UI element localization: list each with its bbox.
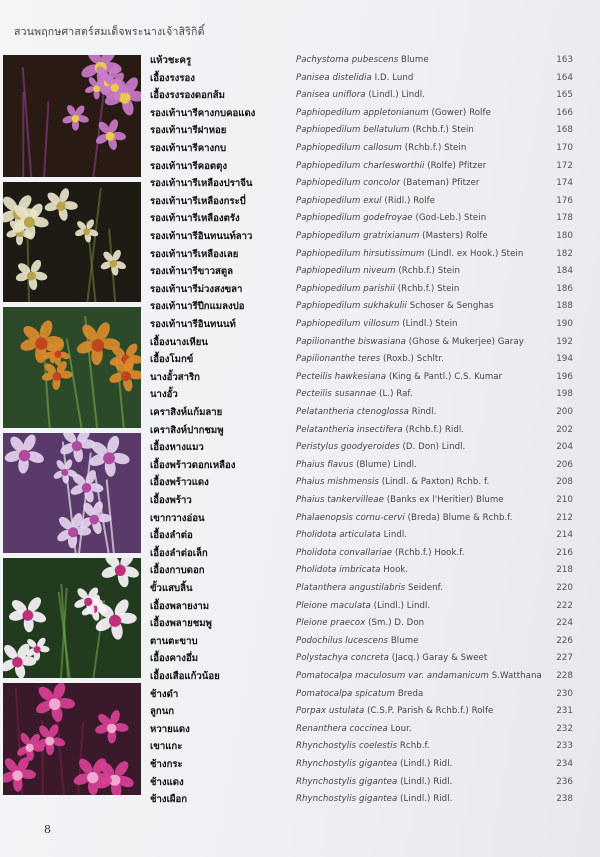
- thai-common-name: ขั้วแสบลิ้น: [150, 583, 193, 594]
- genus-species: Paphiopedilum gratrixianum: [296, 231, 420, 241]
- scientific-name: [296, 193, 435, 211]
- scientific-name: [296, 668, 542, 686]
- index-entry: [0, 140, 600, 158]
- author-citation: (Lindl.) Lindl.: [373, 600, 431, 611]
- genus-species: Polystachya concreta: [296, 653, 389, 664]
- thai-common-name: เอื้องโมกข์: [150, 354, 194, 366]
- scientific-name: [296, 492, 504, 510]
- thai-common-name: เอื้องรงรอง: [150, 72, 195, 84]
- thai-common-name: เอื้องลำต่อ: [150, 530, 193, 542]
- page-reference: 182: [556, 248, 573, 259]
- scientific-name: [296, 545, 465, 563]
- index-entry: [0, 545, 600, 563]
- thai-common-name: แห้วชะครู: [150, 55, 192, 66]
- author-citation: (Masters) Rolfe: [422, 231, 488, 241]
- page-number: 8: [44, 823, 51, 836]
- page-reference: 233: [556, 741, 573, 752]
- page-reference: 206: [556, 459, 573, 470]
- author-citation: (Lindl.) Stein: [402, 319, 458, 329]
- page-reference: 170: [556, 143, 573, 153]
- scientific-name: [296, 527, 407, 545]
- genus-species: Phalaenopsis cornu-cervi: [296, 512, 405, 523]
- author-citation: (Rchb.f.) Stein: [398, 266, 460, 277]
- scientific-name: [296, 650, 487, 668]
- index-entry: [0, 457, 600, 475]
- page-reference: 190: [556, 319, 573, 329]
- scientific-name: [296, 316, 458, 334]
- page-reference: 166: [556, 107, 573, 118]
- author-citation: (L.) Raf.: [379, 389, 413, 400]
- scientific-name: [296, 791, 452, 809]
- page-reference: 216: [556, 547, 573, 558]
- index-entry: [0, 404, 600, 422]
- author-citation: (Lindl. & Paxton) Rchb. f.: [381, 477, 490, 488]
- genus-species: Pecteilis hawkesiana: [296, 371, 387, 382]
- index-entry: [0, 703, 600, 721]
- author-citation: (Lindl.) Lindl.: [368, 90, 425, 101]
- scientific-name: [296, 105, 491, 123]
- index-entry: [0, 756, 600, 774]
- scientific-name: [296, 633, 418, 651]
- thai-common-name: รองเท้านารีฝาหอย: [150, 125, 227, 137]
- page-reference: 230: [556, 688, 573, 699]
- page-reference: 222: [556, 600, 573, 611]
- running-head: สวนพฤกษศาสตร์สมเด็จพระนางเจ้าสิริกิติ์: [14, 26, 205, 38]
- thai-common-name: เอื้องคางอึ่ม: [150, 653, 199, 665]
- genus-species: Peristylus goodyeroides: [296, 442, 400, 453]
- thai-common-name: เอื้องลำต่อเล็ก: [150, 547, 208, 559]
- index-entry: [0, 774, 600, 792]
- thai-common-name: เอื้องพร้าว: [150, 495, 192, 506]
- index-entry: [0, 510, 600, 528]
- thai-common-name: เอื้องรงรองดอกส้ม: [150, 90, 225, 102]
- genus-species: Pachystoma pubescens: [296, 55, 399, 65]
- scientific-name: [296, 457, 417, 475]
- thai-common-name: รองเท้านารีอินทนนท์: [150, 319, 236, 330]
- scientific-name: [296, 70, 413, 88]
- genus-species: Pleione maculata: [296, 600, 371, 611]
- genus-species: Paphiopedilum callosum: [296, 143, 402, 153]
- index-entry: [0, 87, 600, 105]
- author-citation: Lour.: [390, 723, 412, 734]
- page-reference: 202: [556, 424, 573, 435]
- scientific-name: [296, 298, 494, 316]
- index-entry: [0, 281, 600, 299]
- page-reference: 208: [556, 477, 573, 488]
- author-citation: (D. Don) Lindl.: [402, 442, 466, 453]
- scientific-name: [296, 351, 444, 369]
- index-entry: [0, 193, 600, 211]
- genus-species: Paphiopedilum sukhakulii: [296, 301, 407, 312]
- page-reference: 231: [556, 706, 573, 717]
- thai-common-name: เอื้องเสือแก้วน้อย: [150, 671, 220, 682]
- index-entry: [0, 422, 600, 440]
- genus-species: Pomatocalpa spicatum: [296, 688, 396, 699]
- genus-species: Paphiopedilum charlesworthii: [296, 160, 425, 171]
- page-reference: 176: [556, 195, 573, 206]
- scientific-name: [296, 510, 512, 528]
- author-citation: Rindl.: [411, 407, 437, 417]
- index-entry: [0, 298, 600, 316]
- thai-common-name: ช้างกระ: [150, 759, 183, 770]
- author-citation: Blume: [401, 55, 429, 65]
- scientific-name: [296, 175, 480, 193]
- genus-species: Pholidota imbricata: [296, 565, 381, 576]
- scientific-name: [296, 122, 474, 140]
- thai-common-name: เอื้องกาบดอก: [150, 565, 205, 577]
- genus-species: Pelatantheria insectifera: [296, 424, 403, 435]
- genus-species: Platanthera angustilabris: [296, 583, 406, 593]
- genus-species: Rhynchostylis gigantea: [296, 776, 398, 787]
- page-reference: 168: [556, 125, 573, 136]
- page-reference: 227: [556, 653, 573, 664]
- author-citation: S.Watthana: [491, 671, 542, 681]
- thai-common-name: รองเท้านารีเหลืองกระบี่: [150, 195, 246, 207]
- page-reference: 234: [556, 759, 573, 769]
- index-entry: [0, 122, 600, 140]
- author-citation: Lindl.: [383, 530, 408, 541]
- author-citation: (Ridl.) Rolfe: [384, 195, 435, 206]
- scientific-name: [296, 738, 430, 756]
- thai-common-name: นางอั้ว: [150, 389, 178, 401]
- scientific-name: [296, 598, 430, 616]
- genus-species: Phaius mishmensis: [296, 477, 379, 488]
- page-reference: 186: [556, 283, 573, 294]
- thai-common-name: รองเท้านารีเหลืองเลย: [150, 248, 239, 260]
- genus-species: Podochilus lucescens: [296, 635, 389, 646]
- thai-common-name: รองเท้านารีขาวสตูล: [150, 266, 233, 278]
- thai-common-name: หวายแดง: [150, 723, 190, 735]
- genus-species: Rhynchostylis gigantea: [296, 759, 398, 769]
- genus-species: Panisea uniflora: [296, 90, 366, 101]
- scientific-name: [296, 87, 425, 105]
- thai-common-name: ช้างเผือก: [150, 794, 188, 806]
- index-entry: [0, 105, 600, 123]
- author-citation: (Banks ex l'Heritier) Blume: [386, 495, 504, 505]
- genus-species: Papilionanthe biswasiana: [296, 336, 406, 347]
- thai-common-name: เอื้องพร้าวแดง: [150, 477, 209, 489]
- author-citation: (Jacq.) Garay & Sweet: [391, 653, 488, 664]
- author-citation: (God-Leb.) Stein: [415, 213, 487, 224]
- thai-common-name: เอื้องหางแมว: [150, 442, 204, 454]
- genus-species: Paphiopedilum bellatulum: [296, 125, 410, 136]
- page-reference: 192: [556, 336, 573, 347]
- genus-species: Paphiopedilum concolor: [296, 178, 401, 189]
- author-citation: (Bateman) Pfitzer: [403, 178, 480, 189]
- genus-species: Pelatantheria ctenoglossa: [296, 407, 409, 417]
- page-reference: 214: [556, 530, 573, 541]
- page-reference: 224: [556, 618, 573, 629]
- index-entry: [0, 650, 600, 668]
- thai-common-name: นางอั้วสาริก: [150, 371, 200, 383]
- thai-common-name: ช้างดำ: [150, 688, 179, 700]
- genus-species: Paphiopedilum parishii: [296, 283, 395, 294]
- scientific-name: [296, 369, 502, 387]
- thai-common-name: เขาแกะ: [150, 741, 183, 753]
- page-reference: 165: [556, 90, 573, 101]
- thai-common-name: เอื้องพลายชมพู: [150, 618, 212, 630]
- genus-species: Pholidota convallariae: [296, 547, 393, 558]
- author-citation: Seidenf.: [407, 583, 443, 593]
- author-citation: (King & Pantl.) C.S. Kumar: [388, 371, 503, 382]
- page-reference: 172: [556, 160, 573, 171]
- page-reference: 210: [556, 495, 573, 505]
- page-reference: 194: [556, 354, 573, 365]
- genus-species: Paphiopedilum villosum: [296, 319, 400, 329]
- genus-species: Papilionanthe teres: [296, 354, 381, 365]
- scientific-name: [296, 140, 466, 158]
- genus-species: Rhynchostylis coelestis: [296, 741, 398, 752]
- scientific-name: [296, 562, 408, 580]
- index-entry: [0, 158, 600, 176]
- index-entry: [0, 316, 600, 334]
- page-reference: 180: [556, 231, 573, 241]
- author-citation: (Lindl.) Ridl.: [400, 794, 453, 805]
- author-citation: Hook.: [383, 565, 409, 576]
- scientific-name: [296, 756, 452, 774]
- author-citation: Rchb.f.: [399, 741, 430, 752]
- page-reference: 236: [556, 776, 573, 787]
- scientific-name: [296, 52, 429, 70]
- author-citation: (Lindl.) Ridl.: [400, 776, 453, 787]
- thai-common-name: เอื้องนางเหียน: [150, 336, 208, 348]
- index-entry: [0, 386, 600, 404]
- index-entry: [0, 439, 600, 457]
- thai-common-name: เขากวางอ่อน: [150, 512, 205, 524]
- page-reference: 238: [556, 794, 573, 805]
- thai-common-name: รองเท้านารีปีกแมลงปอ: [150, 301, 245, 313]
- scientific-name: [296, 404, 436, 422]
- scientific-name: [296, 703, 493, 721]
- author-citation: (Rchb.f.) Hook.f.: [394, 547, 465, 558]
- author-citation: (Blume) Lindl.: [356, 459, 417, 470]
- index-entry: [0, 263, 600, 281]
- index-entry: [0, 686, 600, 704]
- author-citation: (Ghose & Mukerjee) Garay: [408, 336, 524, 347]
- genus-species: Phaius tankervilleae: [296, 495, 384, 505]
- scientific-name: [296, 474, 489, 492]
- index-entry: [0, 369, 600, 387]
- page-reference: 196: [556, 371, 573, 382]
- thai-common-name: ตานตะขาบ: [150, 635, 198, 647]
- page-reference: 164: [556, 72, 573, 83]
- author-citation: (C.S.P. Parish & Rchb.f.) Rolfe: [367, 706, 494, 717]
- author-citation: (Rchb.f.) Stein: [412, 125, 474, 136]
- genus-species: Paphiopedilum exul: [296, 195, 382, 206]
- author-citation: (Rchb.f.) Stein: [397, 283, 460, 294]
- genus-species: Paphiopedilum niveum: [296, 266, 396, 277]
- scientific-name: [296, 158, 486, 176]
- index-entry: [0, 598, 600, 616]
- page-reference: 184: [556, 266, 573, 277]
- page-reference: 228: [556, 671, 573, 681]
- scientific-name: [296, 774, 452, 792]
- index-entry: [0, 210, 600, 228]
- page-reference: 163: [556, 55, 573, 65]
- genus-species: Renanthera coccinea: [296, 723, 388, 734]
- page-reference: 178: [556, 213, 573, 224]
- index-entry: [0, 175, 600, 193]
- page-reference: 204: [556, 442, 573, 453]
- scientific-name: [296, 228, 488, 246]
- page-reference: 220: [556, 583, 573, 593]
- index-entry: [0, 246, 600, 264]
- page-reference: 188: [556, 301, 573, 312]
- genus-species: Paphiopedilum appletonianum: [296, 107, 429, 118]
- scientific-name: [296, 334, 524, 352]
- author-citation: (Roxb.) Schltr.: [383, 354, 444, 365]
- genus-species: Pleione praecox: [296, 618, 366, 629]
- thai-common-name: รองเท้านารีคางกบ: [150, 143, 227, 154]
- author-citation: (Lindl.) Ridl.: [400, 759, 453, 769]
- index-entry: [0, 52, 600, 70]
- page-reference: 218: [556, 565, 573, 576]
- thai-common-name: รองเท้านารีเหลืองปราจีน: [150, 178, 253, 190]
- page-reference: 212: [556, 512, 573, 523]
- author-citation: (Rchb.f.) Stein: [404, 143, 467, 153]
- scientific-name: [296, 246, 523, 264]
- genus-species: Pholidota articulata: [296, 530, 381, 541]
- index-entry: [0, 633, 600, 651]
- thai-common-name: เอื้องพร้าวดอกเหลือง: [150, 459, 236, 471]
- genus-species: Pomatocalpa maculosum var. andamanicum: [296, 671, 489, 681]
- genus-species: Pecteilis susannae: [296, 389, 377, 400]
- index-entry: [0, 580, 600, 598]
- author-citation: Breda: [397, 688, 424, 699]
- thai-common-name: ช้างแดง: [150, 776, 184, 788]
- author-citation: Blume: [390, 635, 419, 646]
- index-entry: [0, 474, 600, 492]
- author-citation: (Rolfe) Pfitzer: [427, 160, 487, 171]
- thai-common-name: เคราสิงห์ปากชมพู: [150, 424, 224, 436]
- thai-common-name: รองเท้านารีคางกบคอแดง: [150, 107, 256, 119]
- thai-common-name: เอื้องพลายงาม: [150, 600, 210, 612]
- thai-common-name: รองเท้านารีอินทนนท์ลาว: [150, 231, 253, 242]
- scientific-name: [296, 263, 460, 281]
- index-entry: [0, 70, 600, 88]
- scientific-name: [296, 210, 486, 228]
- index-entry: [0, 562, 600, 580]
- author-citation: (Breda) Blume & Rchb.f.: [407, 512, 513, 523]
- genus-species: Porpax ustulata: [296, 706, 365, 717]
- scientific-name: [296, 422, 464, 440]
- scientific-name: [296, 281, 459, 299]
- scientific-name: [296, 615, 424, 633]
- thai-common-name: ลูกนก: [150, 706, 175, 718]
- page-reference: 174: [556, 178, 573, 189]
- genus-species: Rhynchostylis gigantea: [296, 794, 398, 805]
- author-citation: (Lindl. ex Hook.) Stein: [427, 248, 524, 259]
- page-reference: 226: [556, 635, 573, 646]
- thai-common-name: รองเท้านารีคอตตุง: [150, 160, 228, 172]
- author-citation: I.D. Lund: [374, 72, 414, 83]
- index-entry: [0, 527, 600, 545]
- author-citation: (Rchb.f.) Ridl.: [405, 424, 465, 435]
- genus-species: Paphiopedilum hirsutissimum: [296, 248, 425, 259]
- author-citation: (Sm.) D. Don: [368, 618, 425, 629]
- index-entry: [0, 721, 600, 739]
- page-reference: 232: [556, 723, 573, 734]
- index-entry: [0, 738, 600, 756]
- index-entry: [0, 334, 600, 352]
- scientific-name: [296, 721, 412, 739]
- genus-species: Paphiopedilum godefroyae: [296, 213, 413, 224]
- author-citation: Schoser & Senghas: [409, 301, 494, 312]
- genus-species: Phaius flavus: [296, 459, 354, 470]
- author-citation: (Gower) Rolfe: [431, 107, 491, 118]
- scientific-name: [296, 580, 443, 598]
- index-entry: [0, 351, 600, 369]
- index-entry: [0, 615, 600, 633]
- scientific-name: [296, 439, 465, 457]
- index-entry: [0, 668, 600, 686]
- index-entry: [0, 228, 600, 246]
- thai-common-name: รองเท้านารีเหลืองตรัง: [150, 213, 240, 225]
- index-entry: [0, 492, 600, 510]
- page-reference: 198: [556, 389, 573, 400]
- index-entry: [0, 791, 600, 809]
- thai-common-name: รองเท้านารีม่วงสงขลา: [150, 283, 243, 295]
- genus-species: Panisea distelidia: [296, 72, 372, 83]
- thai-common-name: เคราสิงห์แก้มลาย: [150, 407, 223, 418]
- scientific-name: [296, 686, 423, 704]
- scientific-name: [296, 386, 413, 404]
- page-reference: 200: [556, 407, 573, 417]
